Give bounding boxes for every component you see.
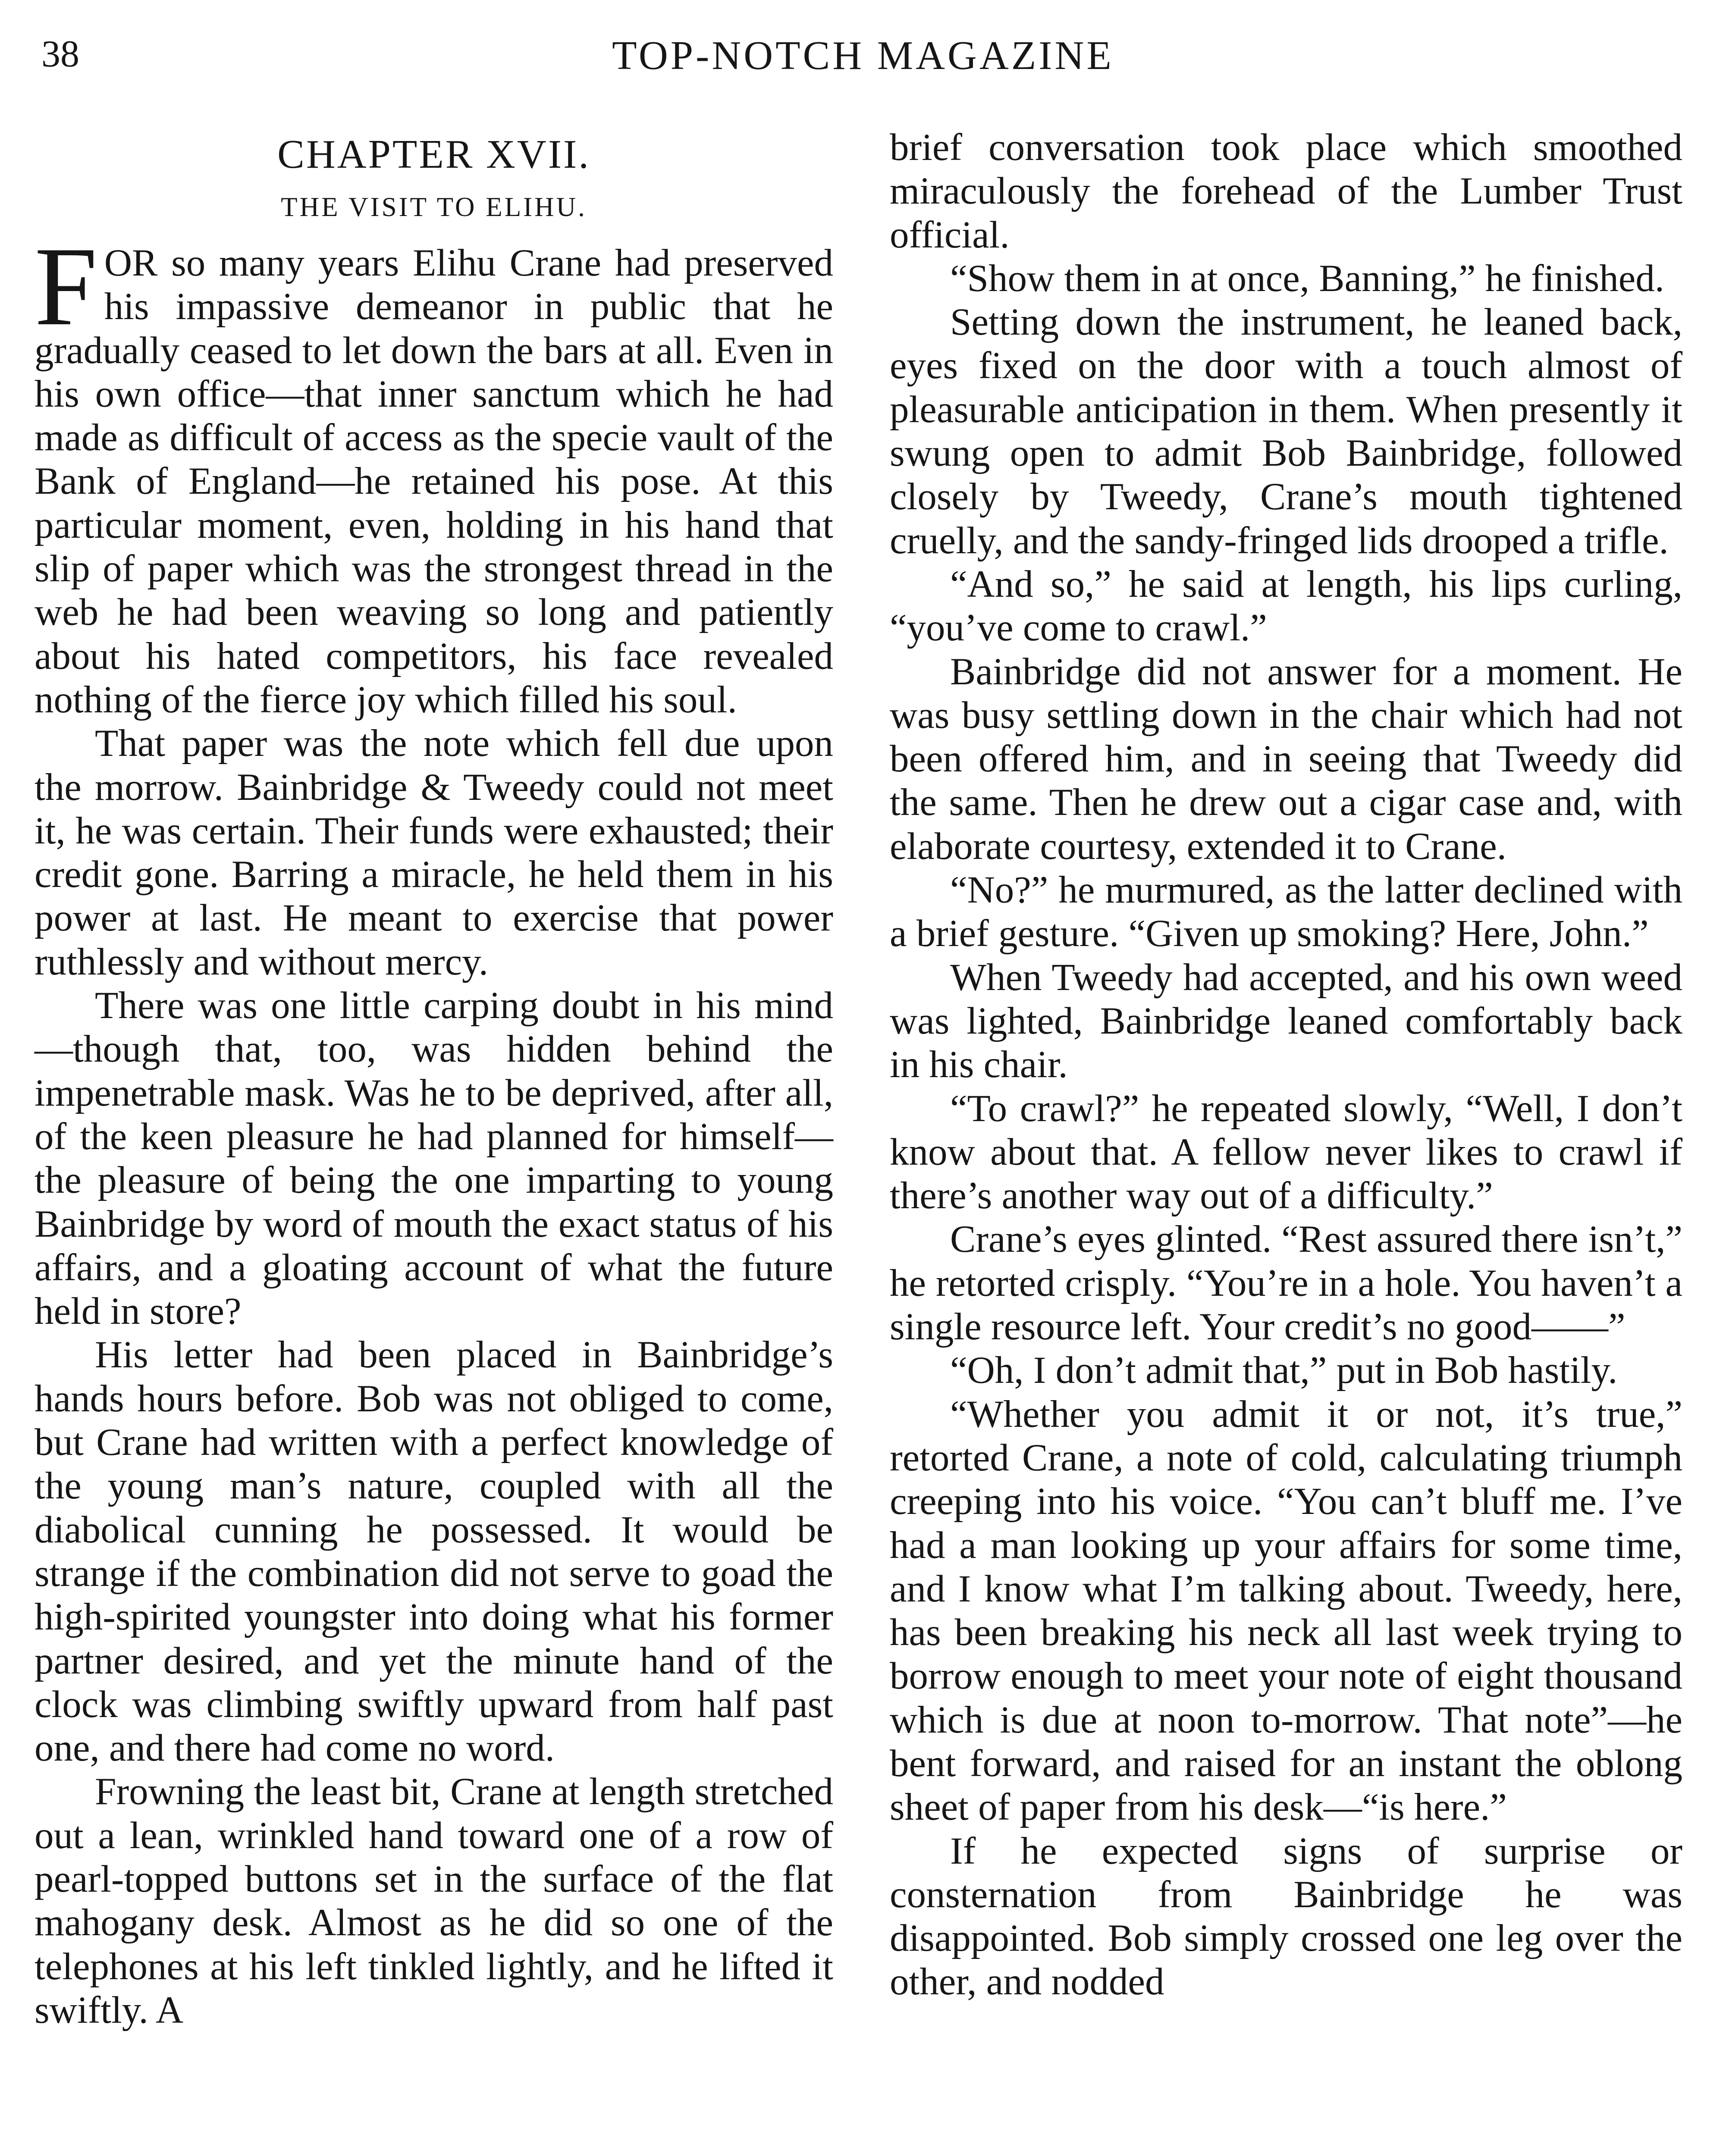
left-column <box>35 126 833 2032</box>
paragraph: “Show them in at once, Banning,” he finished. <box>950 257 1665 300</box>
paragraph-text: OR so many years Elihu Crane had preserved his impassive demeanor in public that he gradually ceased to let down the bars at all. Even in his own office—that inner sanctum which he had made as difficult of access as the specie vault of the Bank of England—he retained his pose. At this particular moment, even, holding in his hand that slip of paper which was the strongest thread in the web he had been weaving so long and patiently about his hated competitors, his face revealed nothing of the fierce joy which filled his soul. <box>35 242 833 721</box>
paragraph: Crane’s eyes glinted. “Rest assured there isn’t,” he retorted crisply. “You’re in a hole. You haven’t a single resource left. Your credit’s no good——” <box>890 1218 1682 1348</box>
paragraph: If he expected signs of surprise or consternation from Bainbridge he was disappointed. Bob simply crossed one leg over the other, and nodded <box>890 1830 1682 2003</box>
paragraph: “Oh, I don’t admit that,” put in Bob hastily. <box>950 1349 1618 1392</box>
chapter-title: CHAPTER XVII. <box>277 132 590 177</box>
paragraph: That paper was the note which fell due upon the morrow. Bainbridge & Tweedy could not meet it, he was certain. Their funds were exhausted; their credit gone. Barring a miracle, he held them in his power at last. He meant to exercise that power ruthlessly and without mercy. <box>35 722 833 983</box>
paragraph: “To crawl?” he repeated slowly, “Well, I don’t know about that. A fellow never likes to crawl if there’s another way out of a difficulty.” <box>890 1087 1682 1217</box>
paragraph: There was one little carping doubt in his mind—though that, too, was hidden behind the impenetrable mask. Was he to be deprived, after all, of the keen pleasure he had planned for himself— the pleasure of being the one imparting to young Bainbridge by word of mouth the exact status of his affairs, and a gloating account of what the future held in store? <box>35 984 833 1333</box>
page-number: 38 <box>41 33 79 75</box>
paragraph: His letter had been placed in Bainbridge’s hands hours before. Bob was not obliged to come, but Crane had written with a perfect knowledge of the young man’s nature, coupled with all the diabolical cunning he possessed. It would be strange if the combination did not serve to goad the high-spirited youngster into doing what his former partner desired, and yet the minute hand of the clock was climbing swiftly upward from half past one, and there had come no word. <box>35 1334 833 1770</box>
paragraph: brief conversation took place which smoothed miraculously the forehead of the Lumber Trust official. <box>890 126 1682 256</box>
right-column <box>890 126 1682 2004</box>
paragraph <box>35 224 833 722</box>
drop-cap: F <box>35 224 97 349</box>
paragraph: “And so,” he said at length, his lips curling, “you’ve come to crawl.” <box>890 563 1682 649</box>
paragraph: Frowning the least bit, Crane at length stretched out a lean, wrinkled hand toward one of a row of pearl-topped buttons set in the surface of the flat mahogany desk. Almost as he did so one of the telephones at his left tinkled lightly, and he lifted it swiftly. A <box>35 1771 833 2031</box>
chapter-subtitle: THE VISIT TO ELIHU. <box>281 192 587 222</box>
paragraph: Setting down the instrument, he leaned back, eyes fixed on the door with a touch almost of pleasurable anticipation in them. When presently it swung open to admit Bob Bainbridge, followed closely by Tweedy, Crane’s mouth tightened cruelly, and the sandy-fringed lids drooped a trifle. <box>890 301 1682 562</box>
paragraph: “Whether you admit it or not, it’s true,” retorted Crane, a note of cold, calculating triumph creeping into his voice. “You can’t bluff me. I’ve had a man looking up your affairs for some time, and I know what I’m talking about. Tweedy, here, has been breaking his neck all last week trying to borrow enough to meet your note of eight thousand which is due at noon to-morrow. That note”—he bent forward, and raised for an instant the oblong sheet of paper from his desk—“is here.” <box>890 1393 1682 1829</box>
paragraph: Bainbridge did not answer for a moment. He was busy settling down in the chair which had not been offered him, and in seeing that Tweedy did the same. Then he drew out a cigar case and, with elaborate courtesy, extended it to Crane. <box>890 650 1682 868</box>
running-head: TOP-NOTCH MAGAZINE <box>612 33 1114 78</box>
paragraph: “No?” he murmured, as the latter declined with a brief gesture. “Given up smoking? Here, John.” <box>890 869 1682 955</box>
paragraph: When Tweedy had accepted, and his own weed was lighted, Bainbridge leaned comfortably back in his chair. <box>890 956 1682 1086</box>
